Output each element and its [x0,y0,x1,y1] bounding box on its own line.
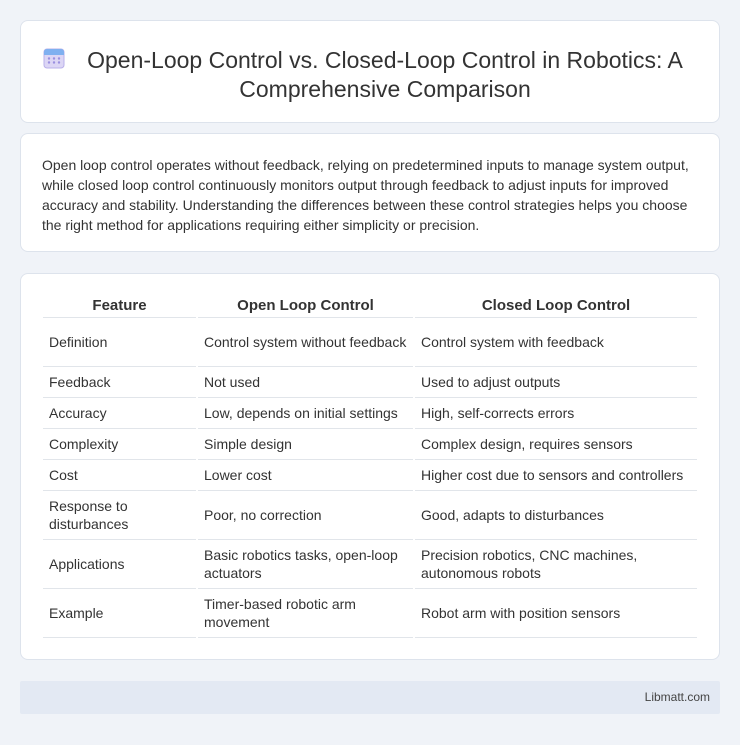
cell-feature: Complexity [43,429,196,460]
footer-site-link[interactable]: Libmatt.com [644,690,710,704]
cell-open-loop: Lower cost [198,460,413,491]
table-row [43,540,697,589]
cell-feature: Definition [43,318,196,367]
intro-text: Open loop control operates without feedback, relying on predetermined inputs to manage system output, while closed loop control continuously monitors output through feedback to adjust inputs for improved accuracy and stability. Understanding the differences between these control strategies helps you choose the right method for applications requiring either simplicity or precision. [42,157,689,233]
table-row [43,398,697,429]
comparison-table [41,296,699,638]
cell-feature: Example [43,589,196,638]
header-card [20,20,720,123]
cell-open-loop: Low, depends on initial settings [198,398,413,429]
cell-closed-loop: Higher cost due to sensors and controllers [415,460,697,491]
cell-feature: Feedback [43,367,196,398]
table-row [43,367,697,398]
cell-feature: Response to disturbances [43,491,196,540]
cell-closed-loop: Good, adapts to disturbances [415,491,697,540]
cell-open-loop: Control system without feedback [198,318,413,367]
cell-open-loop: Not used [198,367,413,398]
table-row [43,491,697,540]
page-title: Open-Loop Control vs. Closed-Loop Control in Robotics: A Comprehensive Comparison [87,47,683,102]
cell-open-loop: Simple design [198,429,413,460]
header-open-loop: Open Loop Control [198,296,413,318]
cell-closed-loop: Used to adjust outputs [415,367,697,398]
cell-closed-loop: Precision robotics, CNC machines, autonomous robots [415,540,697,589]
cell-closed-loop: Complex design, requires sensors [415,429,697,460]
cell-closed-loop: High, self-corrects errors [415,398,697,429]
table-header-row [43,296,697,318]
cell-feature: Applications [43,540,196,589]
cell-open-loop: Poor, no correction [198,491,413,540]
intro-card [20,133,720,252]
header-feature: Feature [43,296,196,318]
comparison-card [20,273,720,660]
cell-open-loop: Basic robotics tasks, open-loop actuators [198,540,413,589]
table-row [43,318,697,367]
header-closed-loop: Closed Loop Control [415,296,697,318]
cell-feature: Accuracy [43,398,196,429]
table-row [43,460,697,491]
cell-closed-loop: Robot arm with position sensors [415,589,697,638]
footer [20,681,720,714]
table-row [43,429,697,460]
cell-closed-loop: Control system with feedback [415,318,697,367]
cell-open-loop: Timer-based robotic arm movement [198,589,413,638]
table-row [43,589,697,638]
cell-feature: Cost [43,460,196,491]
